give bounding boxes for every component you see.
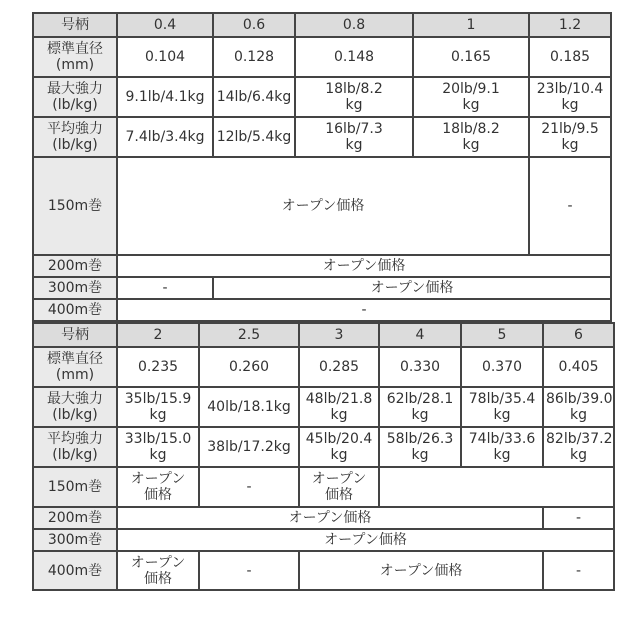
spool-400-row bbox=[33, 551, 614, 590]
row-label: 300m巻 bbox=[33, 277, 117, 299]
price-cell: オープン価格 bbox=[117, 507, 543, 529]
diameter-value: 0.370 bbox=[461, 347, 543, 387]
avg-strength-value: 45lb/20.4 kg bbox=[299, 427, 379, 467]
price-cell bbox=[379, 467, 614, 507]
row-label: 150m巻 bbox=[33, 157, 117, 255]
max-strength-value: 9.1lb/4.1kg bbox=[117, 77, 213, 117]
avg-strength-value: 12lb/5.4kg bbox=[213, 117, 295, 157]
price-cell: - bbox=[199, 467, 299, 507]
size-header: 1 bbox=[413, 13, 529, 37]
max-strength-value: 62lb/28.1 kg bbox=[379, 387, 461, 427]
diameter-value: 0.405 bbox=[543, 347, 614, 387]
diameter-value: 0.128 bbox=[213, 37, 295, 77]
row-label: 標準直径 (mm) bbox=[33, 347, 117, 387]
avg-strength-value: 16lb/7.3 kg bbox=[295, 117, 413, 157]
max-strength-value: 23lb/10.4 kg bbox=[529, 77, 611, 117]
diameter-value: 0.260 bbox=[199, 347, 299, 387]
size-header: 1.2 bbox=[529, 13, 611, 37]
size-header: 2.5 bbox=[199, 323, 299, 347]
max-strength-value: 18lb/8.2 kg bbox=[295, 77, 413, 117]
header-label: 号柄 bbox=[33, 323, 117, 347]
price-cell: - bbox=[543, 507, 614, 529]
max-strength-value: 78lb/35.4 kg bbox=[461, 387, 543, 427]
diameter-value: 0.148 bbox=[295, 37, 413, 77]
row-label: 300m巻 bbox=[33, 529, 117, 551]
diameter-value: 0.185 bbox=[529, 37, 611, 77]
size-header: 0.4 bbox=[117, 13, 213, 37]
price-cell: オープン 価格 bbox=[117, 551, 199, 590]
diameter-value: 0.235 bbox=[117, 347, 199, 387]
diameter-value: 0.104 bbox=[117, 37, 213, 77]
size-header: 0.6 bbox=[213, 13, 295, 37]
row-label: 最大強力 (lb/kg) bbox=[33, 387, 117, 427]
spool-400-row bbox=[33, 299, 611, 321]
row-label: 400m巻 bbox=[33, 299, 117, 321]
price-cell: オープン価格 bbox=[299, 551, 543, 590]
avg-strength-value: 38lb/17.2kg bbox=[199, 427, 299, 467]
size-header: 6 bbox=[543, 323, 614, 347]
size-header: 5 bbox=[461, 323, 543, 347]
price-cell: - bbox=[117, 299, 611, 321]
avg-strength-value: 21lb/9.5 kg bbox=[529, 117, 611, 157]
diameter-value: 0.330 bbox=[379, 347, 461, 387]
price-cell: オープン価格 bbox=[117, 157, 529, 255]
price-cell: オープン 価格 bbox=[117, 467, 199, 507]
row-label: 200m巻 bbox=[33, 255, 117, 277]
price-cell: オープン価格 bbox=[213, 277, 611, 299]
avg-strength-value: 18lb/8.2 kg bbox=[413, 117, 529, 157]
spool-150-row bbox=[33, 467, 614, 507]
row-label: 最大強力 (lb/kg) bbox=[33, 77, 117, 117]
price-cell: - bbox=[543, 551, 614, 590]
row-label: 平均強力 (lb/kg) bbox=[33, 427, 117, 467]
max-strength-row bbox=[33, 387, 614, 427]
price-cell: オープン価格 bbox=[117, 529, 614, 551]
avg-strength-value: 74lb/33.6 kg bbox=[461, 427, 543, 467]
size-header: 3 bbox=[299, 323, 379, 347]
diameter-row bbox=[33, 347, 614, 387]
max-strength-row bbox=[33, 77, 611, 117]
size-header: 0.8 bbox=[295, 13, 413, 37]
diameter-row bbox=[33, 37, 611, 77]
price-cell: - bbox=[529, 157, 611, 255]
spool-200-row bbox=[33, 507, 614, 529]
diameter-value: 0.285 bbox=[299, 347, 379, 387]
diameter-value: 0.165 bbox=[413, 37, 529, 77]
avg-strength-value: 58lb/26.3 kg bbox=[379, 427, 461, 467]
max-strength-value: 20lb/9.1 kg bbox=[413, 77, 529, 117]
price-cell: - bbox=[199, 551, 299, 590]
avg-strength-value: 7.4lb/3.4kg bbox=[117, 117, 213, 157]
header-label: 号柄 bbox=[33, 13, 117, 37]
spec-table-1 bbox=[32, 12, 612, 322]
avg-strength-row bbox=[33, 427, 614, 467]
header-row bbox=[33, 323, 614, 347]
spool-200-row bbox=[33, 255, 611, 277]
spec-table-2 bbox=[32, 322, 615, 591]
row-label: 200m巻 bbox=[33, 507, 117, 529]
row-label: 標準直径 (mm) bbox=[33, 37, 117, 77]
price-cell: オープン 価格 bbox=[299, 467, 379, 507]
max-strength-value: 40lb/18.1kg bbox=[199, 387, 299, 427]
max-strength-value: 14lb/6.4kg bbox=[213, 77, 295, 117]
avg-strength-value: 82lb/37.2 kg bbox=[543, 427, 614, 467]
max-strength-value: 35lb/15.9 kg bbox=[117, 387, 199, 427]
row-label: 400m巻 bbox=[33, 551, 117, 590]
row-label: 平均強力 (lb/kg) bbox=[33, 117, 117, 157]
header-row bbox=[33, 13, 611, 37]
spool-300-row bbox=[33, 277, 611, 299]
price-cell: - bbox=[117, 277, 213, 299]
avg-strength-value: 33lb/15.0 kg bbox=[117, 427, 199, 467]
max-strength-value: 86lb/39.0 kg bbox=[543, 387, 614, 427]
row-label: 150m巻 bbox=[33, 467, 117, 507]
spool-300-row bbox=[33, 529, 614, 551]
size-header: 4 bbox=[379, 323, 461, 347]
size-header: 2 bbox=[117, 323, 199, 347]
spool-150-row bbox=[33, 157, 611, 255]
max-strength-value: 48lb/21.8 kg bbox=[299, 387, 379, 427]
avg-strength-row bbox=[33, 117, 611, 157]
price-cell: オープン価格 bbox=[117, 255, 611, 277]
